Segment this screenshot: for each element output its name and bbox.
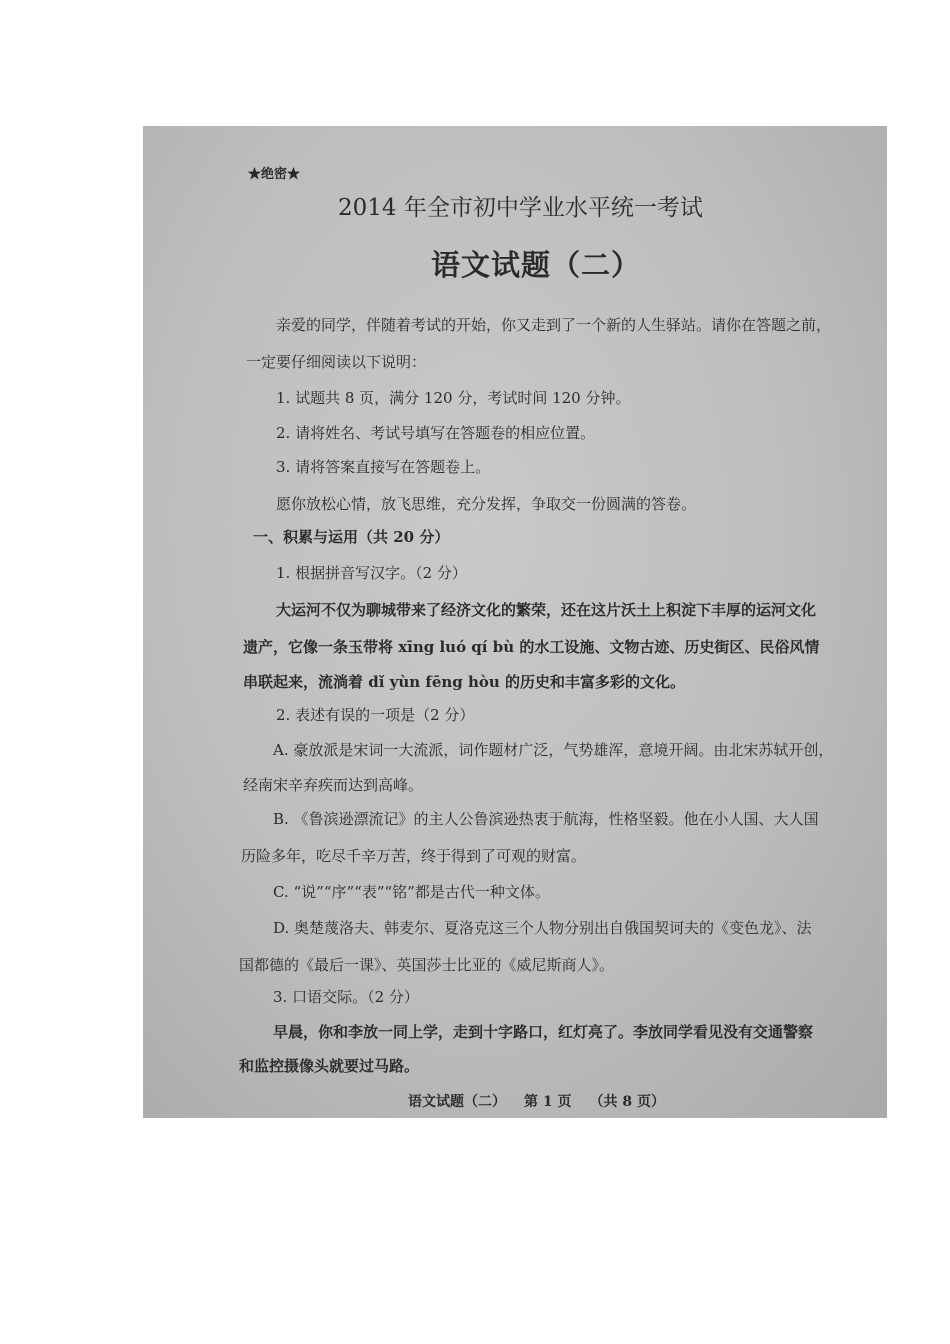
instruction-item: 2. 请将姓名、考试号填写在答题卷的相应位置。 — [276, 424, 596, 442]
question-3-stem: 3. 口语交际。（2 分） — [273, 988, 419, 1006]
instruction-item: 1. 试题共 8 页，满分 120 分，考试时间 120 分钟。 — [276, 389, 631, 407]
instruction-item: 3. 请将答案直接写在答题卷上。 — [276, 458, 491, 476]
question-3-text: 早晨，你和李放一同上学，走到十字路口，红灯亮了。李放同学看见没有交通警察 — [273, 1023, 814, 1041]
question-1-text: 串联起来，流淌着 dǐ yùn fēng hòu 的历史和丰富多彩的文化。 — [243, 673, 686, 691]
option-a: A. 豪放派是宋词一大流派，词作题材广泛，气势雄浑，意境开阔。由北宋苏轼开创， — [273, 741, 834, 759]
footer-subject: 语文试题（二） — [408, 1094, 506, 1110]
footer-page-number: 第 1 页 — [524, 1094, 572, 1110]
option-d: D. 奥楚蔑洛夫、韩麦尔、夏洛克这三个人物分别出自俄国契诃夫的《变色龙》、法 — [273, 919, 812, 937]
secret-mark: ★绝密★ — [248, 167, 301, 182]
question-1-text: 遗产，它像一条玉带将 xīng luó qí bù 的水工设施、文物古迹、历史街区、民俗风情 — [243, 638, 820, 656]
question-1-stem: 1. 根据拼音写汉字。（2 分） — [276, 564, 467, 582]
exam-page-photo — [143, 126, 887, 1118]
option-b-cont: 历险多年，吃尽千辛万苦，终于得到了可观的财富。 — [241, 847, 587, 865]
footer-total-pages: （共 8 页） — [589, 1094, 665, 1110]
intro-line-1: 亲爱的同学，伴随着考试的开始，你又走到了一个新的人生驿站。请你在答题之前， — [276, 316, 832, 334]
page-footer — [408, 1093, 683, 1111]
intro-wish: 愿你放松心情，放飞思维，充分发挥，争取交一份圆满的答卷。 — [276, 495, 697, 513]
option-c: C. “说”“序”“表”“铭”都是古代一种文体。 — [273, 883, 550, 901]
section-heading: 一、积累与运用（共 20 分） — [253, 528, 450, 546]
exam-title: 2014 年全市初中学业水平统一考试 — [338, 195, 703, 221]
exam-subtitle: 语文试题（二） — [431, 248, 642, 282]
question-2-stem: 2. 表述有误的一项是（2 分） — [276, 706, 475, 724]
question-3-text: 和监控摄像头就要过马路。 — [239, 1057, 420, 1075]
option-a-cont: 经南宋辛弃疾而达到高峰。 — [243, 776, 424, 794]
option-d-cont: 国都德的《最后一课》、英国莎士比亚的《威尼斯商人》。 — [239, 956, 615, 974]
option-b: B. 《鲁滨逊漂流记》的主人公鲁滨逊热衷于航海，性格坚毅。他在小人国、大人国 — [273, 810, 819, 828]
question-1-text: 大运河不仅为聊城带来了经济文化的繁荣，还在这片沃土上积淀下丰厚的运河文化 — [276, 601, 817, 619]
intro-line-2: 一定要仔细阅读以下说明： — [246, 353, 427, 371]
